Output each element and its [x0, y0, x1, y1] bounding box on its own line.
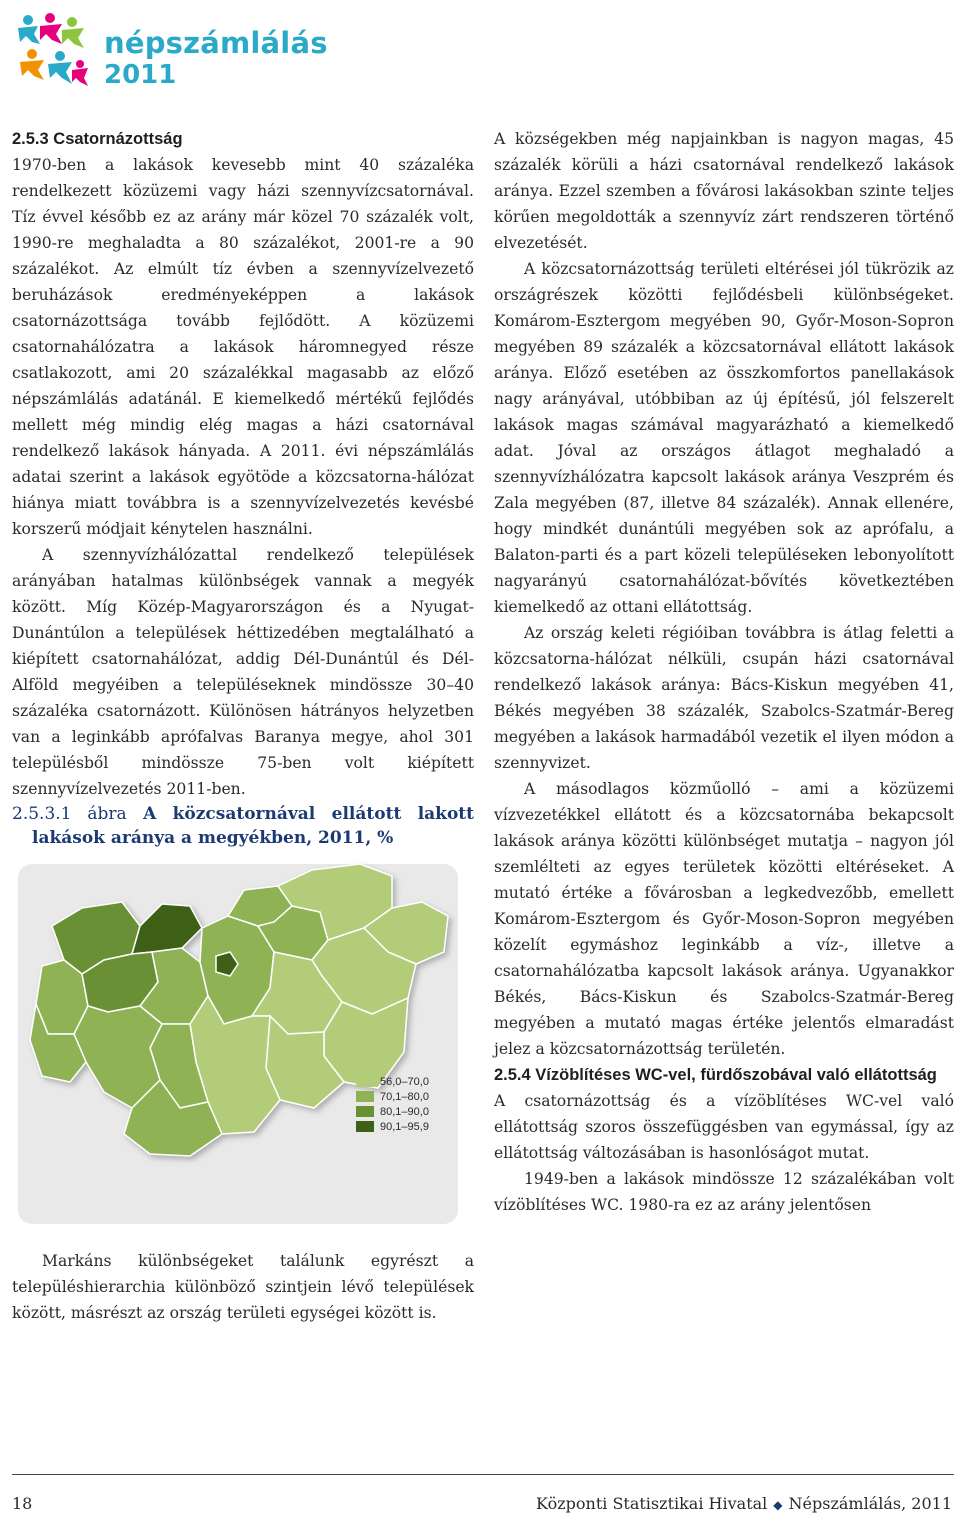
logo-figures-icon [12, 8, 90, 90]
paragraph: A másodlagos közműolló – ami a közüzemi vízvezetékkel ellátott és a közcsatornába bekapcsolt lakások aránya közötti különbséget mutatja – nagyon jól szemlélteti az egyes területek közötti eltéréseket. A mutató értéke a fővárosban a legkedvezőbb, emellett Komárom-Esztergom és Győr-Moson-Sopron megyében közelít egymáshoz leginkább a víz-, illetve a csatornahálózatba kapcsolt lakások aránya. Ugyanakkor Békés, Bács-Kiskun és Szabolcs-Szatmár-Bereg megyében a mutató magas értéke jelentős elmaradást jelez a közcsatornázottság területén. [494, 780, 954, 1058]
figure-title [12, 802, 474, 850]
series-name: Népszámlálás, 2011 [788, 1494, 952, 1513]
paragraph: A csatornázottság és a vízöblítéses WC-vel való ellátottság szoros összefüggésben van egymással, így az ellátottság változásában is hasonlóságot mutat. [494, 1092, 954, 1162]
footer-divider [12, 1474, 954, 1475]
right-column [494, 126, 954, 1218]
paragraph: Markáns különbségeket találunk egyrészt a településhierarchia különböző szintjein lévő települések között, másrészt az ország területi egységei között is. [12, 1252, 474, 1322]
logo-year: 2011 [104, 60, 177, 90]
paragraph: A szennyvízhálózattal rendelkező települések arányában hatalmas különbségek vannak a megyék között. Míg Közép-Magyarországon és a Nyugat-Dunántúlon a települések héttizedében megtalálható a kiépített csatornahálózat, addig Dél-Dunántúl és Dél-Alföld megyéiben a településeknek mindössze 30–40 százaléka csatornázott. Különösen hátrányos helyzetben van a leginkább aprófalvas Baranya megye, ahol 301 településből mindössze 75-ben volt kiépített szennyvízelvezetés 2011-ben. [12, 546, 474, 798]
legend-label: 56,0–70,0 [380, 1075, 429, 1088]
figure-number: 2.5.3.1 ábra [12, 804, 127, 824]
hungary-county-map [12, 856, 472, 1236]
section-title-2-5-3: 2.5.3 Csatornázottság [12, 130, 183, 148]
paragraph: A községekben még napjainkban is nagyon magas, 45 százalék körüli a házi csatornával rendelkező lakások aránya. Ezzel szemben a fővárosi lakásokban szinte teljes körűen megoldották a szennyvíz zárt rendszeren történő elvezetését. [494, 130, 954, 252]
publisher: Központi Statisztikai Hivatal [536, 1494, 768, 1513]
legend-item [356, 1119, 429, 1134]
page-number: 18 [12, 1494, 33, 1513]
legend-swatch [356, 1106, 374, 1117]
county-map-figure [12, 856, 472, 1236]
paragraph: 1970-ben a lakások kevesebb mint 40 százaléka rendelkezett közüzemi vagy házi szennyvízcsatornával. Tíz évvel később ez az arány már közel 70 százalék volt, 1990-re meghaladta a 80 százalékot, 2001-re a 90 százalékot. Az elmúlt tíz évben a szennyvízelvezető beruházások eredményeképpen a lakások csatornázottsága tovább fejlődött. A közüzemi csatornahálózatra a lakások háromnegyed része csatlakozott, ami 20 százalékkal magasabb az előző népszámlálás adatánál. E kiemelkedő mértékű fejlődés mellett még mindig elég magas a házi csatornával rendelkező lakások hányada. A 2011. évi népszámlálás adatai szerint a lakások egyötöde a közcsatorna-hálózat hiánya miatt továbbra is a szennyvízelvezetés kevésbé korszerű módjait kénytelen használni. [12, 156, 474, 538]
paragraph: A közcsatornázottság területi eltérései jól tükrözik az országrészek közötti fejlődésbeli különbségeket. Komárom-Esztergom megyében 90, Győr-Moson-Sopron megyében 89 százalék a közcsatornával ellátott lakások aránya. Előző esetében az összkomfortos panellakások nagy arányával, utóbbiban az új építésű, jól felszerelt lakások magas számával magyarázható a kiemelkedő adat. Jóval az országos átlagot meghaladó a szennyvízhálózatra kapcsolt lakások aránya Veszprém és Zala megyében (87, illetve 84 százalék). Annak ellenére, hogy mindkét dunántúli megyében sok az aprófalu, a Balaton-parti és a part közeli településeken lebonyolított nagyarányú csatornahálózat-bővítés következtében kiemelkedő az ottani ellátottság. [494, 260, 954, 616]
map-legend [356, 1074, 429, 1134]
logo-title: népszámlálás [104, 26, 328, 60]
figure-caption: A közcsatornával ellátott lakott lakások aránya a megyékben, 2011, % [32, 804, 474, 848]
legend-label: 80,1–90,0 [380, 1105, 429, 1118]
left-column [12, 126, 474, 1326]
legend-swatch [356, 1076, 374, 1087]
census-logo [12, 8, 328, 98]
section-title-2-5-4: 2.5.4 Vízöblítéses WC-vel, fürdőszobával való ellátottság [494, 1066, 937, 1084]
diamond-icon: ◆ [773, 1498, 783, 1512]
footer-credit [536, 1494, 952, 1513]
paragraph: 1949-ben a lakások mindössze 12 százalékában volt vízöblítéses WC. 1980-ra ez az arány jelentősen [494, 1170, 954, 1214]
legend-label: 70,1–80,0 [380, 1090, 429, 1103]
legend-swatch [356, 1091, 374, 1102]
paragraph: Az ország keleti régióiban továbbra is átlag feletti a közcsatorna-hálózat nélküli, csupán házi csatornával rendelkező lakások aránya: Bács-Kiskun megyében 41, Békés megyében 38 százalék, Szabolcs-Szatmár-Bereg megyében a lakások harmadából vezetik el ilyen módon a szennyvizet. [494, 624, 954, 772]
legend-swatch [356, 1121, 374, 1132]
legend-label: 90,1–95,9 [380, 1120, 429, 1133]
